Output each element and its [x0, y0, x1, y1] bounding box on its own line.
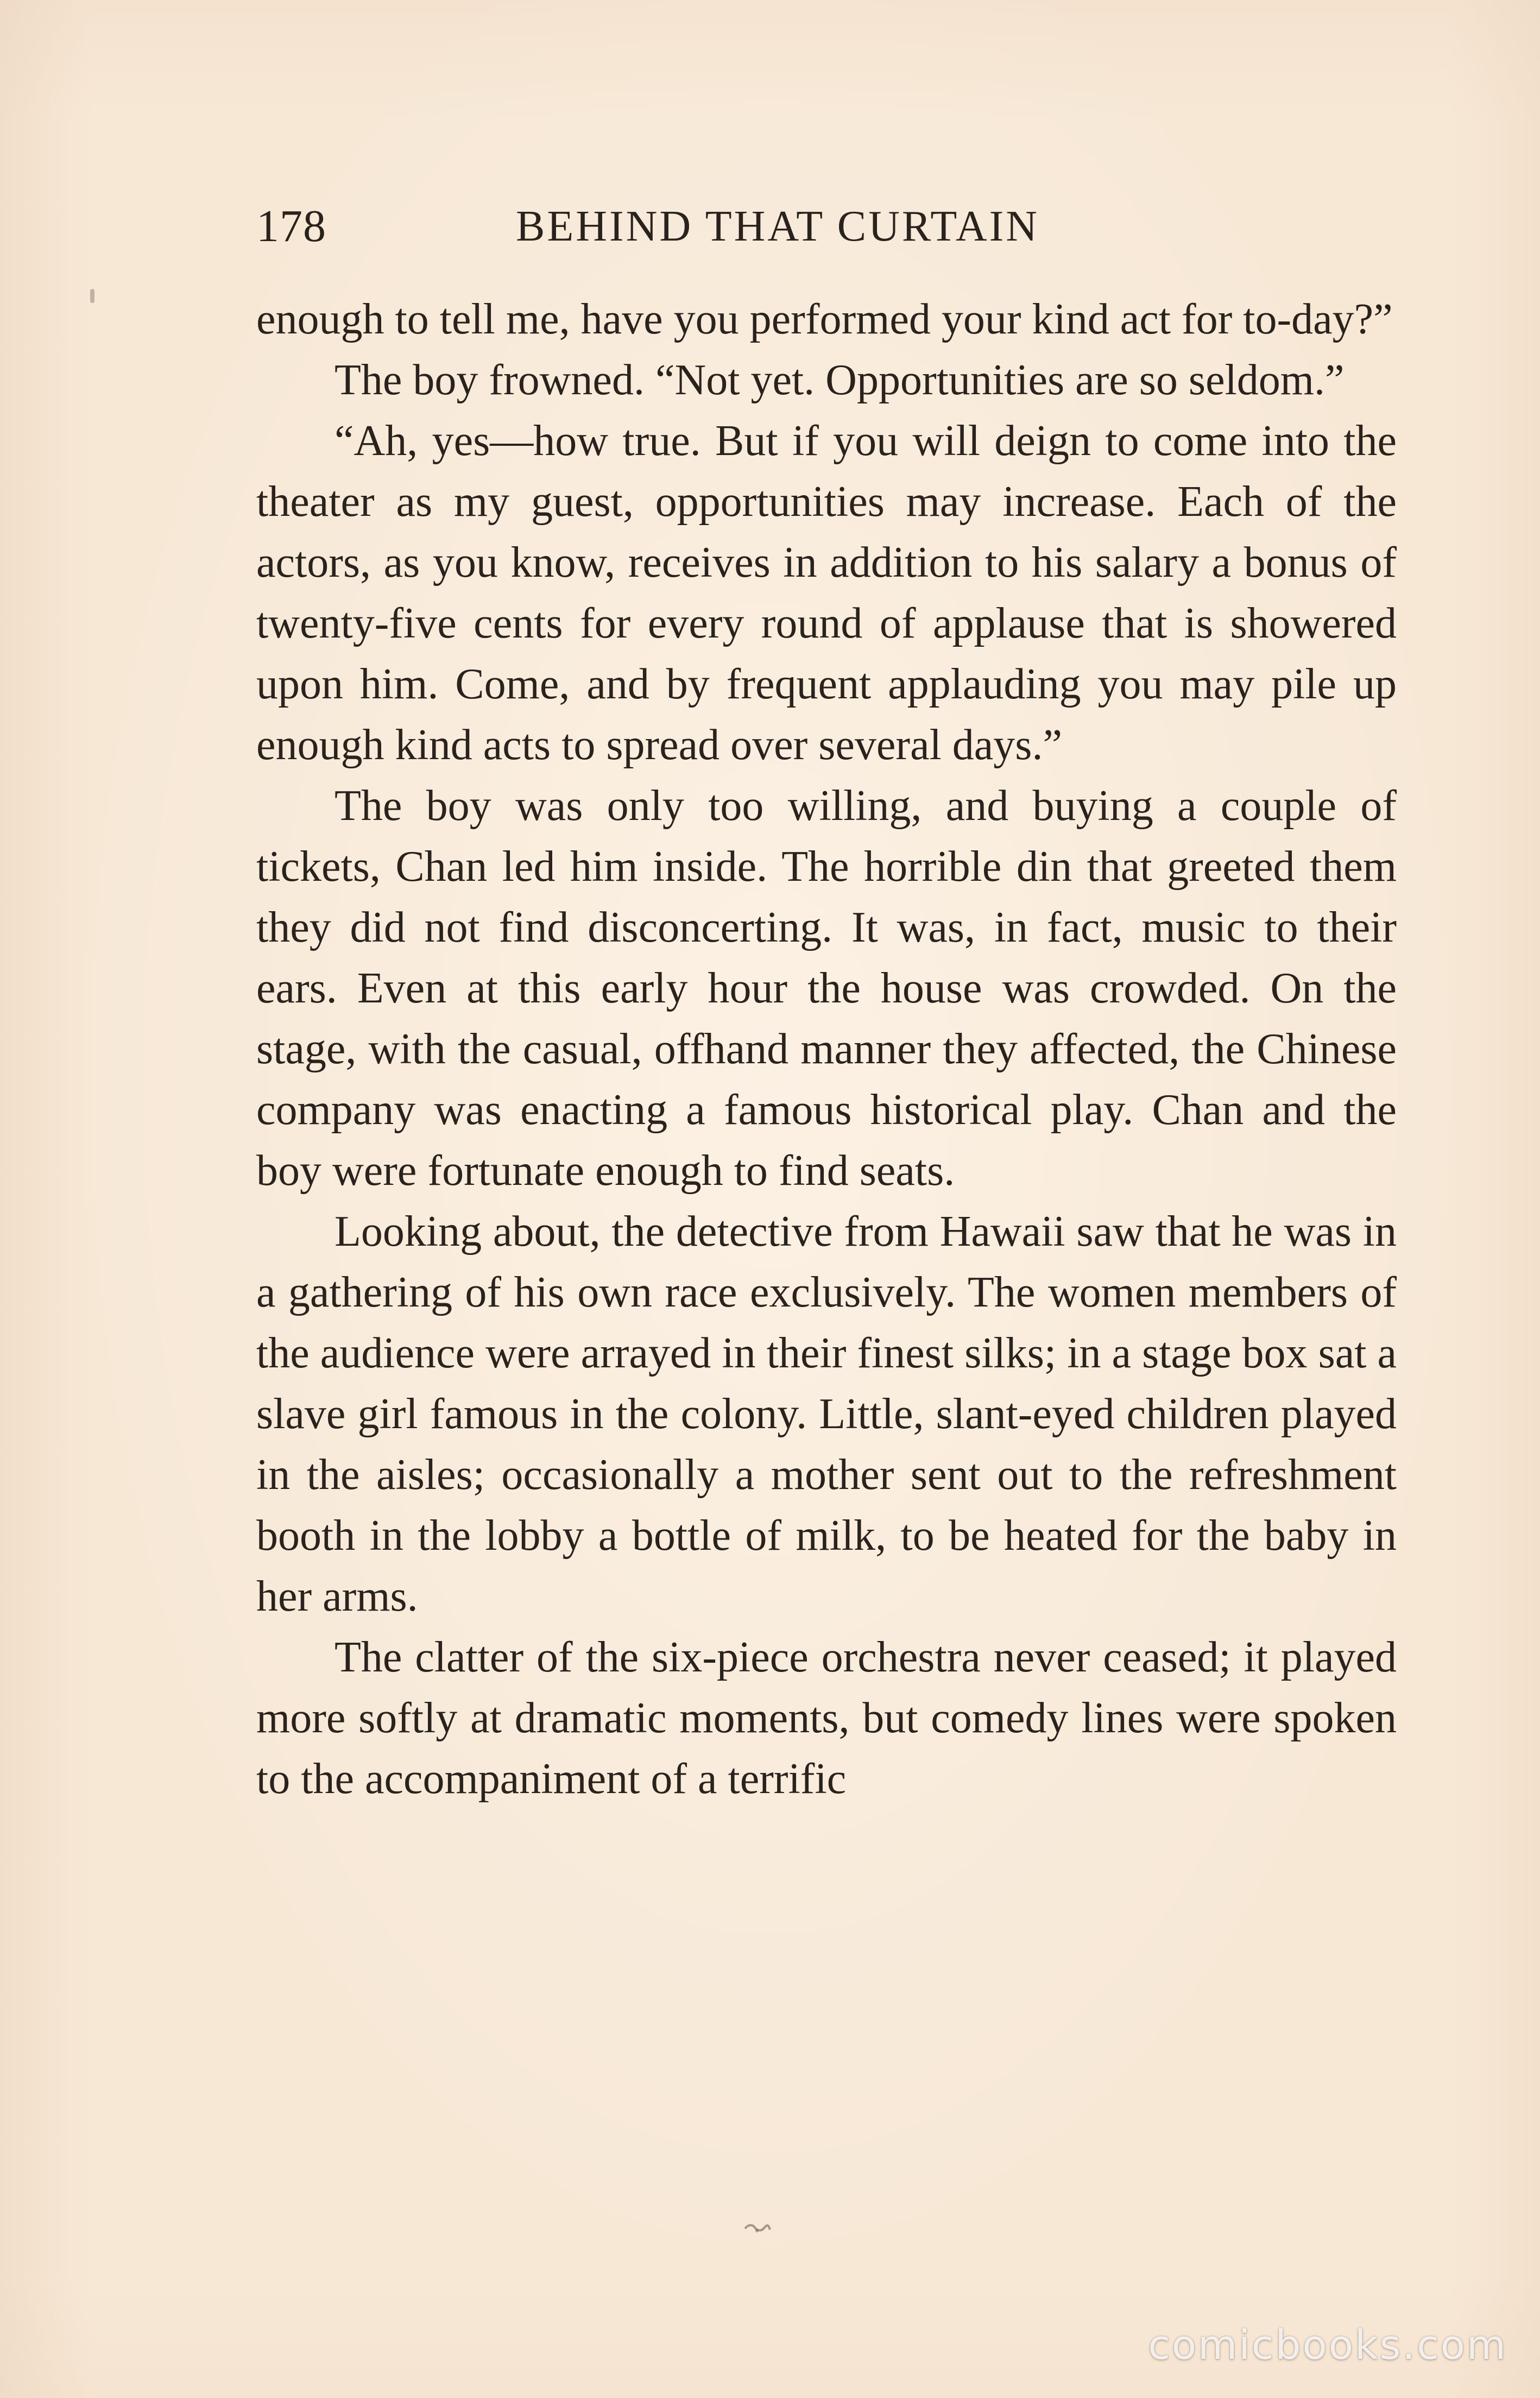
paragraph-1: enough to tell me, have you performed your kind act for to-day?” — [256, 295, 1393, 343]
body-text — [256, 289, 1397, 1809]
page-header — [256, 197, 1397, 256]
paper-blemish — [90, 289, 94, 303]
running-title: BEHIND THAT CURTAIN — [516, 203, 1040, 250]
paragraph-5: Looking about, the detective from Hawaii saw that he was in a gathering of his own race exclusively. The women members of the audience were arrayed in their finest silks; in a stage box sat a slave girl famous in the colony. Little, slant-eyed children played in the aisles; occasionally a mother sent out to the refreshment booth in the lobby a bottle of milk, to be heated for the baby in her arms. — [256, 1208, 1397, 1620]
paragraph-2: The boy frowned. “Not yet. Opportunities are so seldom.” — [334, 356, 1345, 404]
page-number: 178 — [256, 201, 326, 251]
paragraph-3: “Ah, yes—how true. But if you will deign to come into the theater as my guest, opportunities may increase. Each of the actors, as you know, receives in addition to his salary a bonus of twenty-five cents for every round of applause that is showered upon him. Come, and by frequent applauding you may pile up enough kind acts to spread over several days.” — [256, 417, 1397, 769]
paragraph-4: The boy was only too willing, and buying a couple of tickets, Chan led him inside. The horrible din that greeted them they did not find disconcerting. It was, in fact, music to their ears. Even at this early hour the house was crowded. On the stage, with the casual, offhand manner they affected, the Chinese company was enacting a famous historical play. Chan and the boy were fortunate enough to find seats. — [256, 782, 1397, 1195]
watermark: comicbooks.com — [1148, 2322, 1507, 2369]
ink-smudge — [743, 2222, 771, 2235]
paragraph-6: The clatter of the six-piece orchestra never ceased; it played more softly at dramatic moments, but comedy lines were spoken to the accompaniment of a terrific — [256, 1633, 1397, 1803]
